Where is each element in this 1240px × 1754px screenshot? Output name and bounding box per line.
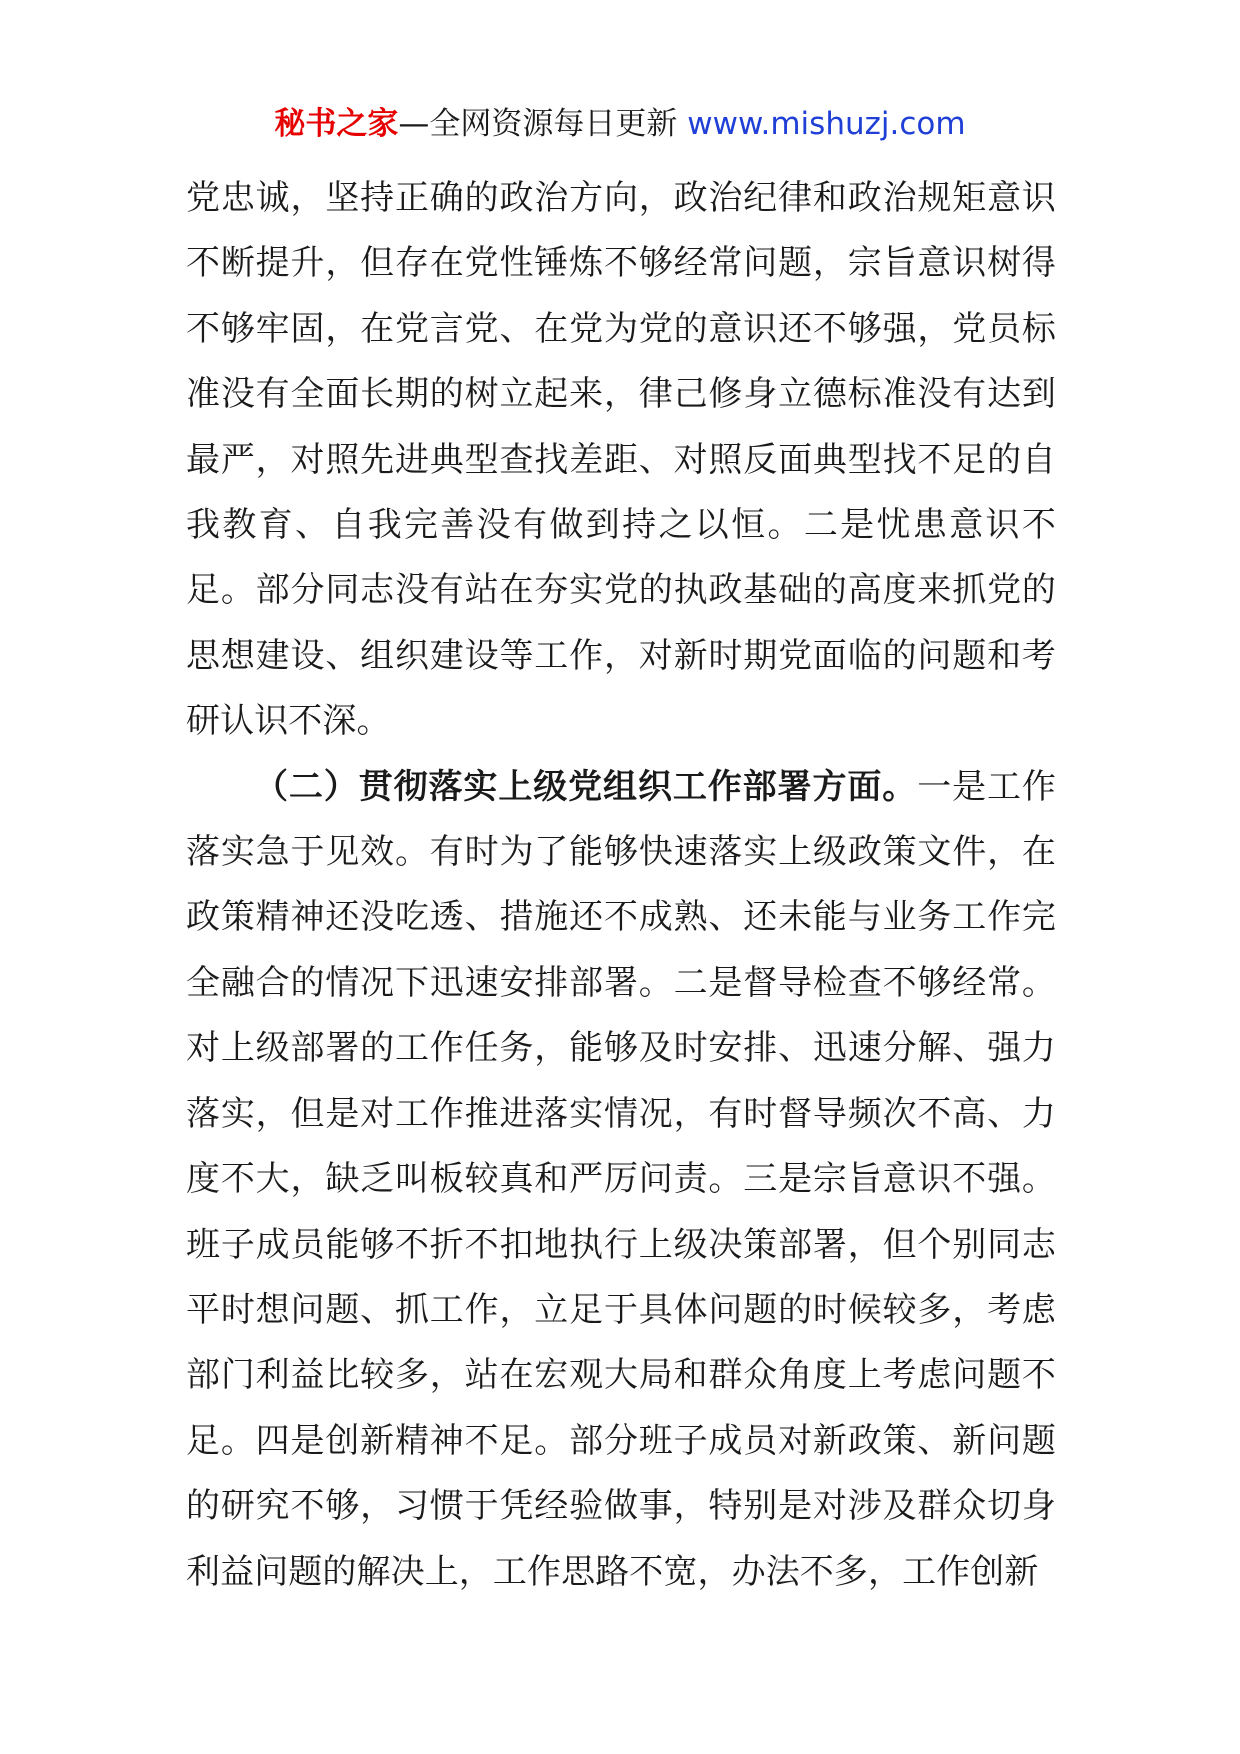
paragraph-text: 党忠诚，坚持正确的政治方向，政治纪律和政治规矩意识不断提升，但存在党性锤炼不够经常问题，宗旨意识树得不够牢固，在党言党、在党为党的意识还不够强，党员标准没有全面长期的树立起来，律己修身立德标准没有达到最严，对照先进典型查找差距、对照反面典型找不足的自我教育、自我完善没有做到持之以恒。二是忧患意识不足。部分同志没有站在夯实党的执政基础的高度来抓党的思想建设、组织建设等工作，对新时期党面临的问题和考研认识不深。 — [186, 178, 1056, 742]
paragraph-continued — [186, 166, 1056, 755]
header-url-link[interactable]: www.mishuzj.com — [687, 106, 966, 142]
document-body — [186, 166, 1056, 1605]
paragraph-text: 一是工作落实急于见效。有时为了能够快速落实上级政策文件，在政策精神还没吃透、措施还不成熟、还未能与业务工作完全融合的情况下迅速安排部署。二是督导检查不够经常。对上级部署的工作任务，能够及时安排、迅速分解、强力落实，但是对工作推进落实情况，有时督导频次不高、力度不大，缺乏叫板较真和严厉问责。三是宗旨意识不强。班子成员能够不折不扣地执行上级决策部署，但个别同志平时想问题、抓工作，立足于具体问题的时候较多，考虑部门利益比较多，站在宏观大局和群众角度上考虑问题不足。四是创新精神不足。部分班子成员对新政策、新问题的研究不够，习惯于凭经验做事，特别是对涉及群众切身利益问题的解决上，工作思路不宽，办法不多，工作创新 — [186, 766, 1056, 1592]
header-tagline: —全网资源每日更新 — [398, 106, 688, 142]
paragraph-section-two — [186, 755, 1056, 1605]
section-heading: （二）贯彻落实上级党组织工作部署方面。 — [254, 766, 918, 807]
header-brand: 秘书之家 — [274, 106, 399, 142]
site-header — [0, 104, 1240, 144]
